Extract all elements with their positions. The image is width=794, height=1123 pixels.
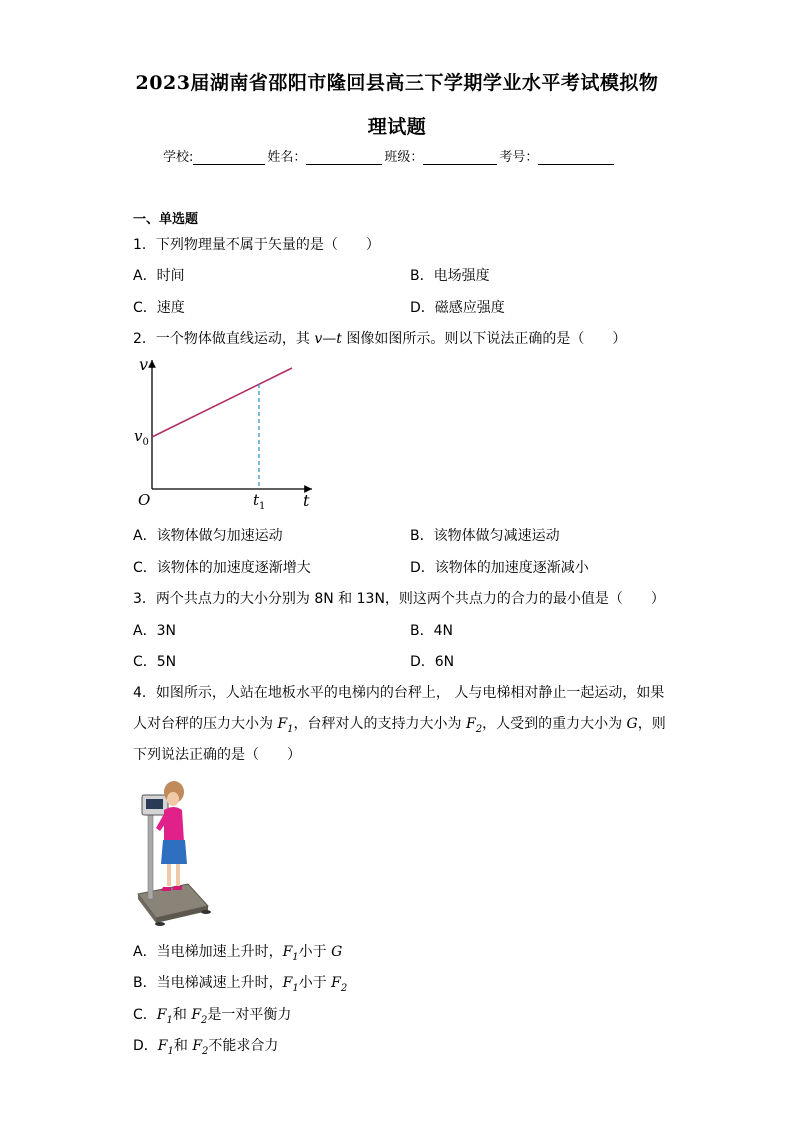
q4-a-f1-sub: 1 (292, 951, 299, 963)
q4-c-f2: F (191, 1007, 202, 1023)
q4-a-mid: 小于 (298, 944, 332, 960)
q2-stem-var: v—t (314, 331, 342, 347)
q4-b-mid: 小于 (298, 975, 332, 991)
exam-title-line2: 理试题 (367, 116, 427, 138)
question-3-stem: 3．两个共点力的大小分别为 8N 和 13N，则这两个共点力的合力的最小值是（ ） (133, 591, 665, 607)
number-label: 考号： (499, 150, 539, 165)
q4-d-f1: F (157, 1038, 168, 1054)
q4-a-f1: F (282, 944, 293, 960)
class-label: 班级： (384, 150, 424, 165)
q4-line2-c: ，人受到的重力大小为 (482, 716, 627, 732)
f2-subscript: 2 (475, 723, 483, 735)
q4-b-f2-sub: 2 (340, 982, 348, 994)
q4-d-post: 不能求合力 (208, 1038, 279, 1054)
origin-label: O (138, 491, 151, 509)
q4-d-f2: F (192, 1038, 203, 1054)
q4-c-mid: 和 (172, 1007, 192, 1023)
question-4-line3: 下列说法正确的是（ ） (133, 747, 301, 763)
q1-option-b[interactable]: B．电场强度 (410, 268, 490, 284)
q4-b-f1: F (282, 975, 293, 991)
q3-option-c[interactable]: C．5N (133, 654, 177, 670)
q4-d-f2-sub: 2 (202, 1045, 209, 1057)
q2-option-b[interactable]: B．该物体做匀减速运动 (410, 528, 560, 544)
section-heading: 一、单选题 (133, 212, 199, 227)
class-field[interactable] (423, 150, 497, 165)
number-field[interactable] (538, 150, 614, 165)
q4-a-g: G (331, 944, 343, 960)
school-label: 学校: (163, 150, 194, 165)
y-axis-label: v (139, 355, 149, 374)
x-axis-label: t (303, 491, 310, 510)
q4-option-d[interactable] (133, 1035, 278, 1057)
q4-line2-a: 人对台秤的压力大小为 (133, 716, 278, 732)
q1-option-a[interactable]: A．时间 (133, 268, 185, 284)
t1-label: $t_1$ (253, 491, 266, 512)
question-2-stem (133, 328, 626, 348)
q4-c-f1-sub: 1 (166, 1014, 173, 1026)
question-1-stem: 1．下列物理量不属于矢量的是（ ） (133, 237, 380, 253)
q2-stem-pre: 2．一个物体做直线运动，其 (133, 331, 315, 347)
question-4-line1: 4．如图所示，人站在地板水平的电梯内的台秤上， 人与电梯相对静止一起运动，如果 (133, 685, 665, 701)
q2-option-a[interactable]: A．该物体做匀加速运动 (133, 528, 283, 544)
question-4-line2 (133, 713, 666, 735)
q4-c-pre: C． (133, 1007, 157, 1023)
student-info-row (163, 146, 616, 165)
f1-symbol: F (277, 716, 288, 732)
q4-c-f1: F (156, 1007, 167, 1023)
school-field[interactable] (193, 150, 265, 165)
q1-option-d[interactable]: D．磁感应强度 (410, 300, 505, 316)
v0-label: $v_0$ (134, 427, 149, 448)
q4-d-pre: D． (133, 1038, 158, 1054)
name-field[interactable] (306, 150, 382, 165)
f2-symbol: F (466, 716, 476, 732)
velocity-line (152, 368, 292, 437)
q4-d-f1-sub: 1 (167, 1045, 174, 1057)
q4-c-post: 是一对平衡力 (207, 1007, 292, 1023)
q3-option-a[interactable]: A．3N (133, 623, 176, 639)
q4-b-f2: F (331, 975, 341, 991)
q4-c-f2-sub: 2 (201, 1014, 208, 1026)
name-label: 姓名： (267, 150, 307, 165)
f1-subscript: 1 (287, 723, 294, 735)
q4-b-f1-sub: 1 (292, 982, 299, 994)
v-t-graph (128, 350, 328, 520)
q2-stem-post: 图像如图所示。则以下说法正确的是（ ） (341, 331, 627, 347)
g-symbol: G (626, 716, 638, 732)
q4-option-b[interactable] (133, 972, 347, 994)
q4-line2-d: ，则 (637, 716, 666, 732)
exam-title-line1: 2023届湖南省邵阳市隆回县高三下学期学业水平考试模拟物 (135, 72, 659, 94)
q2-option-c[interactable]: C．该物体的加速度逐渐增大 (133, 560, 311, 576)
q4-b-pre: B．当电梯减速上升时， (133, 975, 283, 991)
q4-line2-b: ，台秤对人的支持力大小为 (293, 716, 466, 732)
q4-a-pre: A．当电梯加速上升时， (133, 944, 283, 960)
person-on-scale-illustration (130, 776, 230, 926)
q4-option-c[interactable] (133, 1004, 291, 1026)
q3-option-d[interactable]: D．6N (410, 654, 455, 670)
q4-d-mid: 和 (173, 1038, 193, 1054)
q3-option-b[interactable]: B．4N (410, 623, 453, 639)
q1-option-c[interactable]: C．速度 (133, 300, 185, 316)
q4-option-a[interactable] (133, 941, 342, 963)
q2-option-d[interactable]: D．该物体的加速度逐渐减小 (410, 560, 589, 576)
